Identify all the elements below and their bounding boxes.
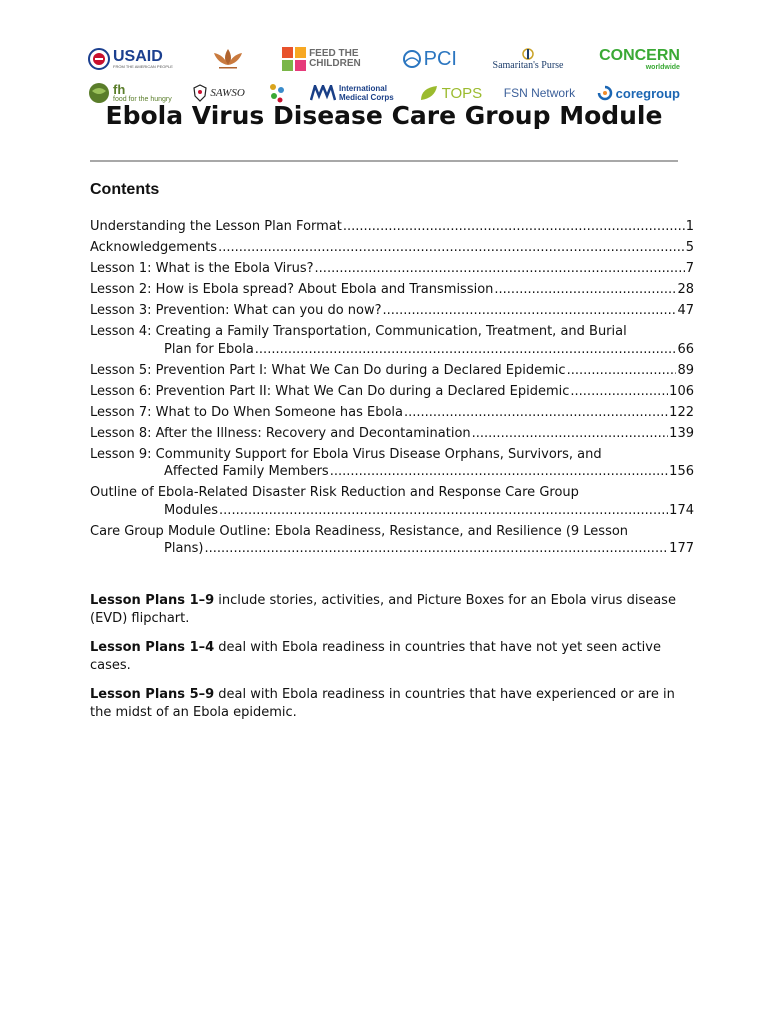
samaritans-purse-cross-icon — [521, 48, 535, 60]
toc-entry[interactable] — [90, 484, 694, 519]
toc-entry[interactable] — [90, 323, 694, 358]
logo-row-1 — [88, 44, 680, 74]
usaid-logo-text: USAID — [113, 48, 163, 65]
sawso-logo — [193, 84, 244, 102]
toc-entry-text: Outline of Ebola-Related Disaster Risk Reduction and Response Care Group — [90, 485, 579, 500]
toc-dot-leader — [383, 302, 677, 320]
samaritans-purse-text: Samaritan's Purse — [492, 59, 564, 71]
usaid-seal-icon — [88, 48, 110, 70]
toc-entry[interactable] — [90, 260, 694, 278]
toc-page-number: 7 — [685, 261, 694, 276]
coregroup-logo — [597, 85, 680, 101]
toc-page-number: 106 — [669, 383, 694, 399]
toc-entry-text: Lesson 8: After the Illness: Recovery and Decontamination — [90, 425, 471, 441]
pci-text: PCI — [423, 47, 457, 70]
usaid-logo-tagline: FROM THE AMERICAN PEOPLE — [113, 64, 173, 69]
lotus-logo — [209, 47, 247, 71]
lesson-plan-description: deal with Ebola readiness in countries that have experienced or are in the midst of an Ebola epidemic. — [90, 687, 675, 720]
lotus-icon — [209, 47, 247, 71]
toc-entry[interactable] — [90, 383, 694, 401]
toc-entry-text: Acknowledgements — [90, 240, 218, 255]
toc-entry-line — [90, 362, 694, 380]
toc-dot-leader — [330, 463, 668, 481]
toc-entry-line — [90, 302, 694, 320]
toc-entry-line — [90, 463, 694, 481]
tops-text: TOPS — [441, 84, 483, 102]
usaid-logo — [88, 48, 173, 70]
toc-page-number: 174 — [669, 502, 694, 518]
toc-entry-line — [90, 523, 694, 541]
table-of-contents — [90, 218, 694, 561]
toc-entry-text: Lesson 9: Community Support for Ebola Virus Disease Orphans, Survivors, and — [90, 446, 602, 462]
toc-dot-leader — [472, 425, 669, 443]
toc-dot-leader — [404, 404, 668, 422]
toc-entry-text: Affected Family Members — [164, 464, 329, 479]
pci-globe-icon — [403, 50, 421, 68]
lesson-plan-notes — [90, 592, 690, 733]
toc-entry-line — [90, 484, 694, 502]
document-title: Ebola Virus Disease Care Group Module — [105, 101, 663, 130]
title-divider — [90, 160, 678, 162]
toc-page-number: 5 — [685, 240, 694, 255]
feed-the-children-icon — [282, 47, 306, 71]
lesson-plan-range: Lesson Plans 1–9 — [90, 593, 215, 608]
toc-entry-line — [90, 540, 694, 558]
fsn-network-text: FSN Network — [503, 86, 576, 100]
toc-entry-line — [90, 404, 694, 422]
toc-entry-text: Care Group Module Outline: Ebola Readiness, Resistance, and Resilience (9 Lesson — [90, 523, 629, 539]
toc-entry-line — [90, 425, 694, 443]
toc-entry-line — [90, 341, 694, 359]
toc-entry-text: Lesson 3: Prevention: What can you do now? — [90, 303, 382, 318]
imc-text: International Medical Corps — [338, 84, 394, 102]
toc-entry-line — [90, 281, 694, 299]
toc-entry-text: Understanding the Lesson Plan Format — [90, 219, 342, 234]
toc-entry-text: Lesson 4: Creating a Family Transportation, Communication, Treatment, and Burial — [90, 324, 627, 339]
toc-entry[interactable] — [90, 281, 694, 299]
toc-entry[interactable] — [90, 362, 694, 380]
toc-dot-leader — [315, 260, 685, 278]
contents-heading: Contents — [90, 181, 160, 198]
toc-page-number: 28 — [677, 282, 694, 297]
toc-entry[interactable] — [90, 523, 694, 558]
lesson-plan-description: deal with Ebola readiness in countries that have not yet seen active cases. — [90, 640, 661, 673]
toc-page-number: 156 — [669, 464, 694, 479]
toc-entry-text: Plan for Ebola — [164, 341, 254, 357]
toc-dot-leader — [205, 540, 669, 558]
toc-entry-text: Modules — [164, 502, 219, 518]
toc-entry[interactable] — [90, 239, 694, 257]
toc-page-number: 139 — [669, 425, 694, 441]
toc-entry[interactable] — [90, 218, 694, 236]
toc-entry[interactable] — [90, 425, 694, 443]
toc-dot-leader — [494, 281, 676, 299]
toc-entry[interactable] — [90, 446, 694, 481]
toc-entry-line — [90, 260, 694, 278]
feed-the-children-text: FEED THE CHILDREN — [309, 48, 361, 69]
toc-entry[interactable] — [90, 404, 694, 422]
lesson-plan-description: include stories, activities, and Picture Boxes for an Ebola virus disease (EVD) flipchart. — [90, 593, 676, 626]
lesson-plan-range: Lesson Plans 5–9 — [90, 687, 215, 702]
toc-entry-text: Plans) — [164, 541, 204, 556]
toc-entry-line — [90, 446, 694, 464]
toc-entry-line — [90, 323, 694, 341]
concern-text: CONCERN — [599, 46, 680, 64]
lesson-plan-note — [90, 639, 690, 674]
toc-page-number: 122 — [669, 404, 694, 420]
toc-entry-line — [90, 239, 694, 257]
toc-dot-leader — [218, 239, 685, 257]
lesson-plan-range: Lesson Plans 1–4 — [90, 640, 215, 655]
toc-page-number: 177 — [669, 541, 694, 556]
lesson-plan-note — [90, 592, 690, 627]
toc-dot-leader — [219, 502, 668, 520]
partner-logos — [88, 44, 680, 108]
toc-entry[interactable] — [90, 302, 694, 320]
toc-page-number: 89 — [677, 362, 694, 378]
fh-logo-text: fh — [113, 82, 126, 97]
samaritans-purse-logo — [493, 48, 564, 71]
coregroup-text: coregroup — [615, 85, 680, 101]
toc-dot-leader — [343, 218, 685, 236]
toc-entry-line — [90, 218, 694, 236]
toc-page-number: 66 — [677, 341, 694, 357]
tops-logo — [419, 84, 483, 102]
concern-tagline: worldwide — [645, 63, 680, 71]
pci-logo — [403, 48, 457, 71]
lesson-plan-note — [90, 686, 690, 721]
fsn-network-logo — [504, 86, 575, 100]
toc-entry-line — [90, 383, 694, 401]
toc-page-number: 1 — [685, 219, 694, 234]
toc-entry-text: Lesson 6: Prevention Part II: What We Can Do during a Declared Epidemic — [90, 383, 570, 399]
concern-logo — [599, 48, 680, 71]
toc-entry-text: Lesson 2: How is Ebola spread? About Ebola and Transmission — [90, 282, 494, 297]
feed-the-children-logo — [282, 47, 367, 71]
toc-dot-leader — [567, 362, 677, 380]
imc-emblem-icon — [310, 85, 336, 101]
toc-dot-leader — [255, 341, 677, 359]
tops-leaf-icon — [419, 84, 439, 102]
toc-entry-line — [90, 502, 694, 520]
toc-entry-text: Lesson 5: Prevention Part I: What We Can Do during a Declared Epidemic — [90, 362, 566, 378]
coregroup-swirl-icon — [597, 85, 613, 101]
international-medical-corps-logo — [310, 84, 397, 102]
sawso-text: SAWSO — [210, 87, 245, 99]
toc-entry-text: Lesson 1: What is the Ebola Virus? — [90, 261, 314, 276]
toc-entry-text: Lesson 7: What to Do When Someone has Ebola — [90, 404, 403, 420]
sawso-shield-icon — [193, 84, 207, 102]
toc-page-number: 47 — [677, 303, 694, 318]
fh-logo-tagline: food for the hungry — [113, 96, 172, 103]
toc-dot-leader — [570, 383, 668, 401]
